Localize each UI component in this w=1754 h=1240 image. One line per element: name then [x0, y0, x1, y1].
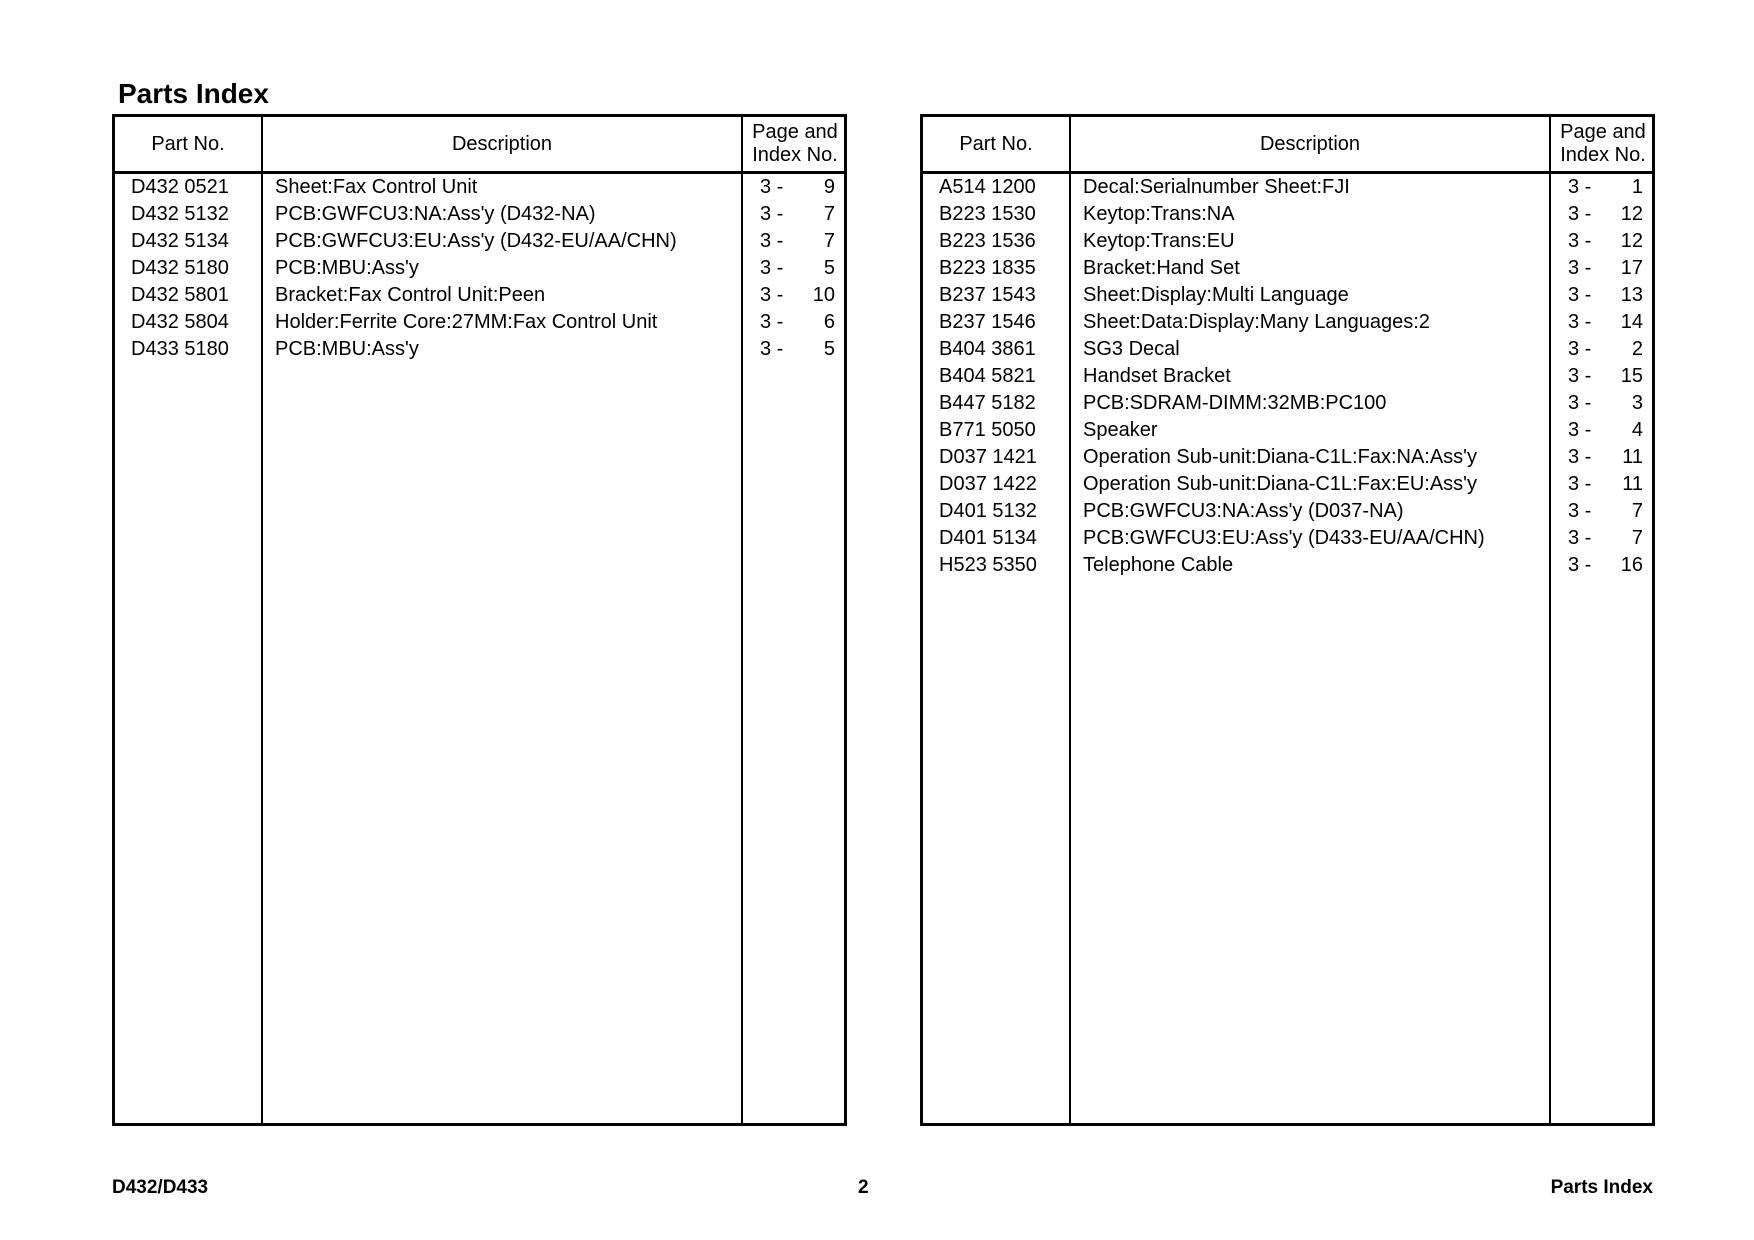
part-description: PCB:MBU:Ass'y: [275, 257, 419, 279]
table-row: [923, 201, 1652, 228]
part-description: Operation Sub-unit:Diana-C1L:Fax:EU:Ass'y: [1083, 473, 1477, 495]
part-number: B223 1536: [939, 230, 1036, 252]
part-number: B237 1546: [939, 311, 1036, 333]
index-number: 13: [1620, 284, 1643, 306]
table-row: [115, 201, 844, 228]
page-number: 3 -: [1568, 473, 1592, 495]
index-number: 7: [1631, 527, 1643, 549]
table-row: [923, 174, 1652, 201]
index-number: 16: [1620, 554, 1643, 576]
page-number: 3 -: [760, 203, 784, 225]
table-row: [923, 525, 1652, 552]
part-number: B447 5182: [939, 392, 1036, 414]
part-description: Handset Bracket: [1083, 365, 1231, 387]
index-number: 10: [812, 284, 835, 306]
table-row: [923, 282, 1652, 309]
page-number: 3 -: [760, 338, 784, 360]
page-number: 3 -: [1568, 311, 1592, 333]
part-number: D433 5180: [131, 338, 229, 360]
table-row: [923, 552, 1652, 579]
table-row: [923, 444, 1652, 471]
part-description: Sheet:Fax Control Unit: [275, 176, 478, 198]
part-number: D432 0521: [131, 176, 229, 198]
page-number: 3 -: [1568, 365, 1592, 387]
table-row: [115, 228, 844, 255]
page-title: Parts Index: [118, 78, 269, 109]
page-number: 3 -: [760, 230, 784, 252]
table-row: [115, 255, 844, 282]
part-number: D401 5132: [939, 500, 1037, 522]
part-number: B237 1543: [939, 284, 1036, 306]
table-header: [923, 117, 1652, 174]
table-row: [923, 471, 1652, 498]
index-number: 17: [1620, 257, 1643, 279]
header-page-line1: Page and: [1560, 121, 1646, 143]
table-row: [923, 363, 1652, 390]
index-number: 5: [823, 257, 835, 279]
part-description: Telephone Cable: [1083, 554, 1234, 576]
page-number: 3 -: [1568, 446, 1592, 468]
table-row: [923, 228, 1652, 255]
part-description: Decal:Serialnumber Sheet:FJI: [1083, 176, 1350, 198]
page-number: 3 -: [1568, 554, 1592, 576]
part-number: D432 5134: [131, 230, 229, 252]
parts-table-right: [920, 114, 1655, 1126]
table-row: [923, 336, 1652, 363]
part-description: Speaker: [1083, 419, 1158, 441]
table-row: [115, 309, 844, 336]
part-number: D432 5180: [131, 257, 229, 279]
part-description: Keytop:Trans:EU: [1083, 230, 1235, 252]
part-number: B404 5821: [939, 365, 1036, 387]
table-row: [923, 417, 1652, 444]
part-description: Operation Sub-unit:Diana-C1L:Fax:NA:Ass'y: [1083, 446, 1477, 468]
table-row: [923, 498, 1652, 525]
part-number: D037 1421: [939, 446, 1037, 468]
part-description: PCB:GWFCU3:EU:Ass'y (D432-EU/AA/CHN): [275, 230, 677, 252]
index-number: 15: [1620, 365, 1643, 387]
part-number: B404 3861: [939, 338, 1036, 360]
table-row: [115, 336, 844, 363]
page-number: 3 -: [1568, 284, 1592, 306]
part-number: H523 5350: [939, 554, 1037, 576]
index-number: 14: [1620, 311, 1643, 333]
part-description: Sheet:Display:Multi Language: [1083, 284, 1349, 306]
table-row: [115, 174, 844, 201]
header-page-line2: Index No.: [1560, 144, 1646, 166]
index-number: 3: [1631, 392, 1643, 414]
footer-section: Parts Index: [1550, 1177, 1653, 1198]
part-number: D432 5801: [131, 284, 229, 306]
index-number: 7: [823, 230, 835, 252]
header-description: Description: [451, 132, 553, 155]
part-description: PCB:GWFCU3:NA:Ass'y (D037-NA): [1083, 500, 1404, 522]
index-number: 12: [1620, 203, 1643, 225]
header-description: Description: [1259, 132, 1361, 155]
footer-model: D432/D433: [112, 1177, 209, 1198]
part-number: D401 5134: [939, 527, 1037, 549]
index-number: 12: [1620, 230, 1643, 252]
header-part-no: Part No.: [151, 132, 225, 155]
part-description: PCB:GWFCU3:EU:Ass'y (D433-EU/AA/CHN): [1083, 527, 1485, 549]
page-number: 3 -: [1568, 230, 1592, 252]
table-row: [923, 390, 1652, 417]
part-number: A514 1200: [939, 176, 1036, 198]
index-number: 2: [1631, 338, 1643, 360]
part-number: B223 1835: [939, 257, 1036, 279]
index-number: 11: [1622, 446, 1643, 468]
page-number: 3 -: [1568, 419, 1592, 441]
index-number: 6: [823, 311, 835, 333]
header-page-index: [743, 117, 847, 171]
page-number: 3 -: [760, 257, 784, 279]
index-number: 5: [823, 338, 835, 360]
header-page-line1: Page and: [752, 121, 838, 143]
part-number: D432 5804: [131, 311, 229, 333]
index-number: 11: [1622, 473, 1643, 495]
page-number: 3 -: [1568, 203, 1592, 225]
page-number: 3 -: [1568, 176, 1592, 198]
header-page-line2: Index No.: [752, 144, 838, 166]
part-number: D432 5132: [131, 203, 229, 225]
page-number: 3 -: [1568, 392, 1592, 414]
header-part-no: Part No.: [959, 132, 1033, 155]
footer-page-number: 2: [858, 1177, 869, 1198]
index-number: 7: [1631, 500, 1643, 522]
table-row: [923, 255, 1652, 282]
page-number: 3 -: [760, 176, 784, 198]
header-page-index: [1551, 117, 1655, 171]
part-description: Keytop:Trans:NA: [1083, 203, 1235, 225]
part-description: PCB:GWFCU3:NA:Ass'y (D432-NA): [275, 203, 596, 225]
index-number: 1: [1631, 176, 1643, 198]
page-number: 3 -: [1568, 338, 1592, 360]
table-row: [115, 282, 844, 309]
part-description: SG3 Decal: [1083, 338, 1180, 360]
part-description: Bracket:Fax Control Unit:Peen: [275, 284, 546, 306]
table-row: [923, 309, 1652, 336]
index-number: 7: [823, 203, 835, 225]
index-number: 9: [823, 176, 835, 198]
part-number: D037 1422: [939, 473, 1037, 495]
table-header: [115, 117, 844, 174]
page-number: 3 -: [760, 284, 784, 306]
part-number: B771 5050: [939, 419, 1036, 441]
part-description: Sheet:Data:Display:Many Languages:2: [1083, 311, 1430, 333]
page-number: 3 -: [1568, 527, 1592, 549]
part-description: Bracket:Hand Set: [1083, 257, 1240, 279]
part-number: B223 1530: [939, 203, 1036, 225]
page-number: 3 -: [1568, 257, 1592, 279]
parts-table-left: [112, 114, 847, 1126]
part-description: PCB:SDRAM-DIMM:32MB:PC100: [1083, 392, 1387, 414]
page-number: 3 -: [1568, 500, 1592, 522]
index-number: 4: [1631, 419, 1643, 441]
part-description: Holder:Ferrite Core:27MM:Fax Control Unit: [275, 311, 658, 333]
part-description: PCB:MBU:Ass'y: [275, 338, 419, 360]
page-number: 3 -: [760, 311, 784, 333]
